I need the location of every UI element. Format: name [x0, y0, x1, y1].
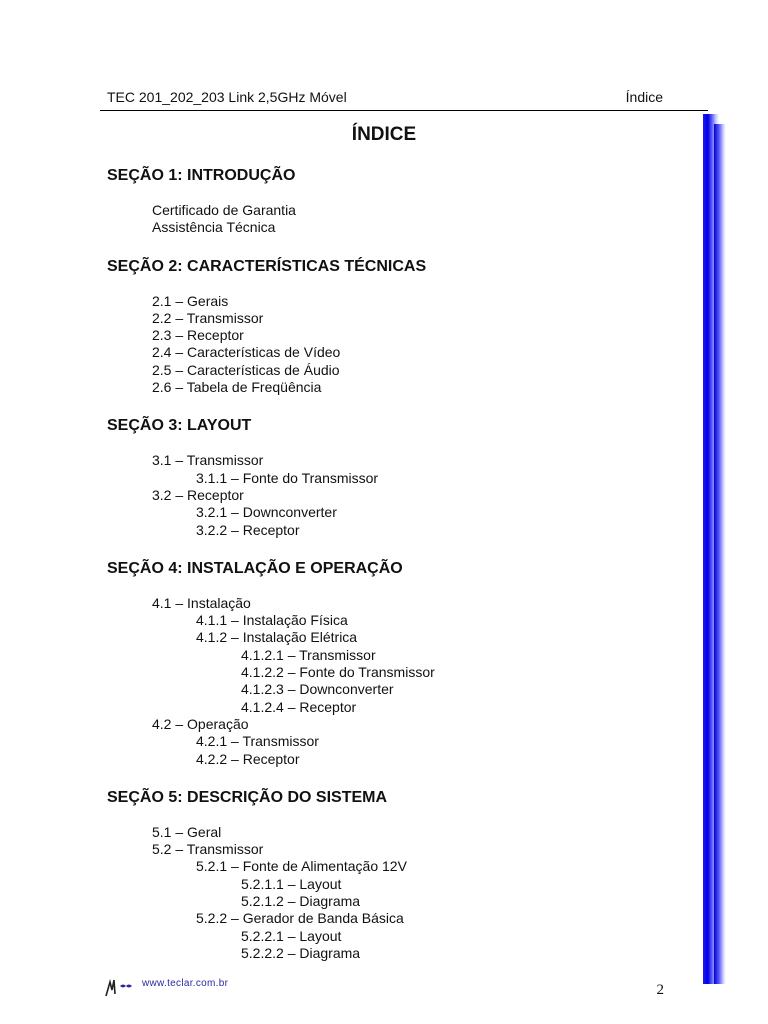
toc-entry: 4.1.2.2 – Fonte do Transmissor	[241, 664, 435, 681]
toc-entry: 5.2.1.1 – Layout	[241, 875, 342, 892]
section-entries	[107, 595, 687, 768]
toc-section	[107, 166, 687, 237]
page-footer	[104, 976, 664, 1000]
toc-entry: 2.6 – Tabela de Freqüência	[152, 379, 322, 396]
toc-entry: 4.1.2.3 – Downconverter	[241, 681, 394, 698]
header-section-name: Índice	[625, 89, 663, 105]
section-entries	[107, 824, 687, 962]
toc-entry: 4.2 – Operação	[152, 715, 249, 732]
toc-entry: 5.2.2.1 – Layout	[241, 927, 342, 944]
section-gap	[107, 237, 687, 257]
section-heading: SEÇÃO 4: INSTALAÇÃO E OPERAÇÃO	[107, 559, 403, 577]
document-title: TEC 201_202_203 Link 2,5GHz Móvel	[107, 89, 347, 105]
section-heading: SEÇÃO 3: LAYOUT	[107, 417, 252, 435]
toc-entry: 5.2.1 – Fonte de Alimentação 12V	[196, 858, 407, 875]
section-entries	[107, 452, 687, 538]
toc-entry: 4.1.2.1 – Transmissor	[241, 646, 376, 663]
toc-entry: Assistência Técnica	[152, 219, 276, 236]
page-number: 2	[656, 982, 664, 998]
toc-entry: 3.1 – Transmissor	[152, 452, 264, 469]
toc-entry: 2.4 – Características de Vídeo	[152, 344, 341, 361]
website-link[interactable]: www.teclar.com.br	[142, 978, 229, 989]
section-gap	[107, 768, 687, 788]
toc-section	[107, 788, 687, 962]
section-gap	[107, 539, 687, 559]
toc-entry: 5.2 – Transmissor	[152, 841, 264, 858]
section-heading: SEÇÃO 1: INTRODUÇÃO	[107, 167, 296, 184]
toc-entry: 2.2 – Transmissor	[152, 309, 264, 326]
toc-entry: 4.2.2 – Receptor	[196, 750, 300, 767]
toc-entry: 5.2.2 – Gerador de Banda Básica	[196, 910, 404, 927]
toc-section	[107, 416, 687, 538]
toc-entry: 4.1.1 – Instalação Física	[196, 612, 348, 629]
toc-entry: 3.2.2 – Receptor	[196, 521, 300, 538]
toc-entry: 3.2.1 – Downconverter	[196, 504, 337, 521]
toc-section	[107, 257, 687, 397]
toc-entry: 4.2.1 – Transmissor	[196, 733, 319, 750]
toc-entry: 4.1.2 – Instalação Elétrica	[196, 629, 358, 646]
toc-entry: 5.1 – Geral	[152, 823, 222, 840]
section-entries	[107, 202, 687, 237]
section-entries	[107, 293, 687, 397]
toc-entry: 5.2.2.2 – Diagrama	[241, 944, 361, 961]
section-heading: SEÇÃO 5: DESCRIÇÃO DO SISTEMA	[107, 788, 388, 806]
teclar-logo-icon	[104, 976, 140, 998]
header-divider	[100, 110, 708, 111]
decorative-blue-bar-shadow	[714, 124, 726, 984]
toc-entry: 4.1.2.4 – Receptor	[241, 698, 357, 715]
toc-entry: 5.2.1.2 – Diagrama	[241, 893, 361, 910]
section-gap	[107, 396, 687, 416]
section-heading: SEÇÃO 2: CARACTERÍSTICAS TÉCNICAS	[107, 257, 427, 275]
toc-entry: 4.1 – Instalação	[152, 594, 251, 611]
toc-entry: Certificado de Garantia	[152, 202, 296, 218]
toc-section	[107, 559, 687, 768]
toc-entry: 2.5 – Características de Áudio	[152, 361, 340, 378]
toc-entry: 2.1 – Gerais	[152, 292, 229, 309]
toc-entry: 2.3 – Receptor	[152, 327, 244, 344]
table-of-contents	[107, 166, 687, 962]
page-header	[107, 89, 663, 107]
toc-entry: 3.2 – Receptor	[152, 486, 244, 503]
toc-entry: 3.1.1 – Fonte do Transmissor	[196, 469, 379, 486]
page-title: ÍNDICE	[351, 124, 417, 145]
